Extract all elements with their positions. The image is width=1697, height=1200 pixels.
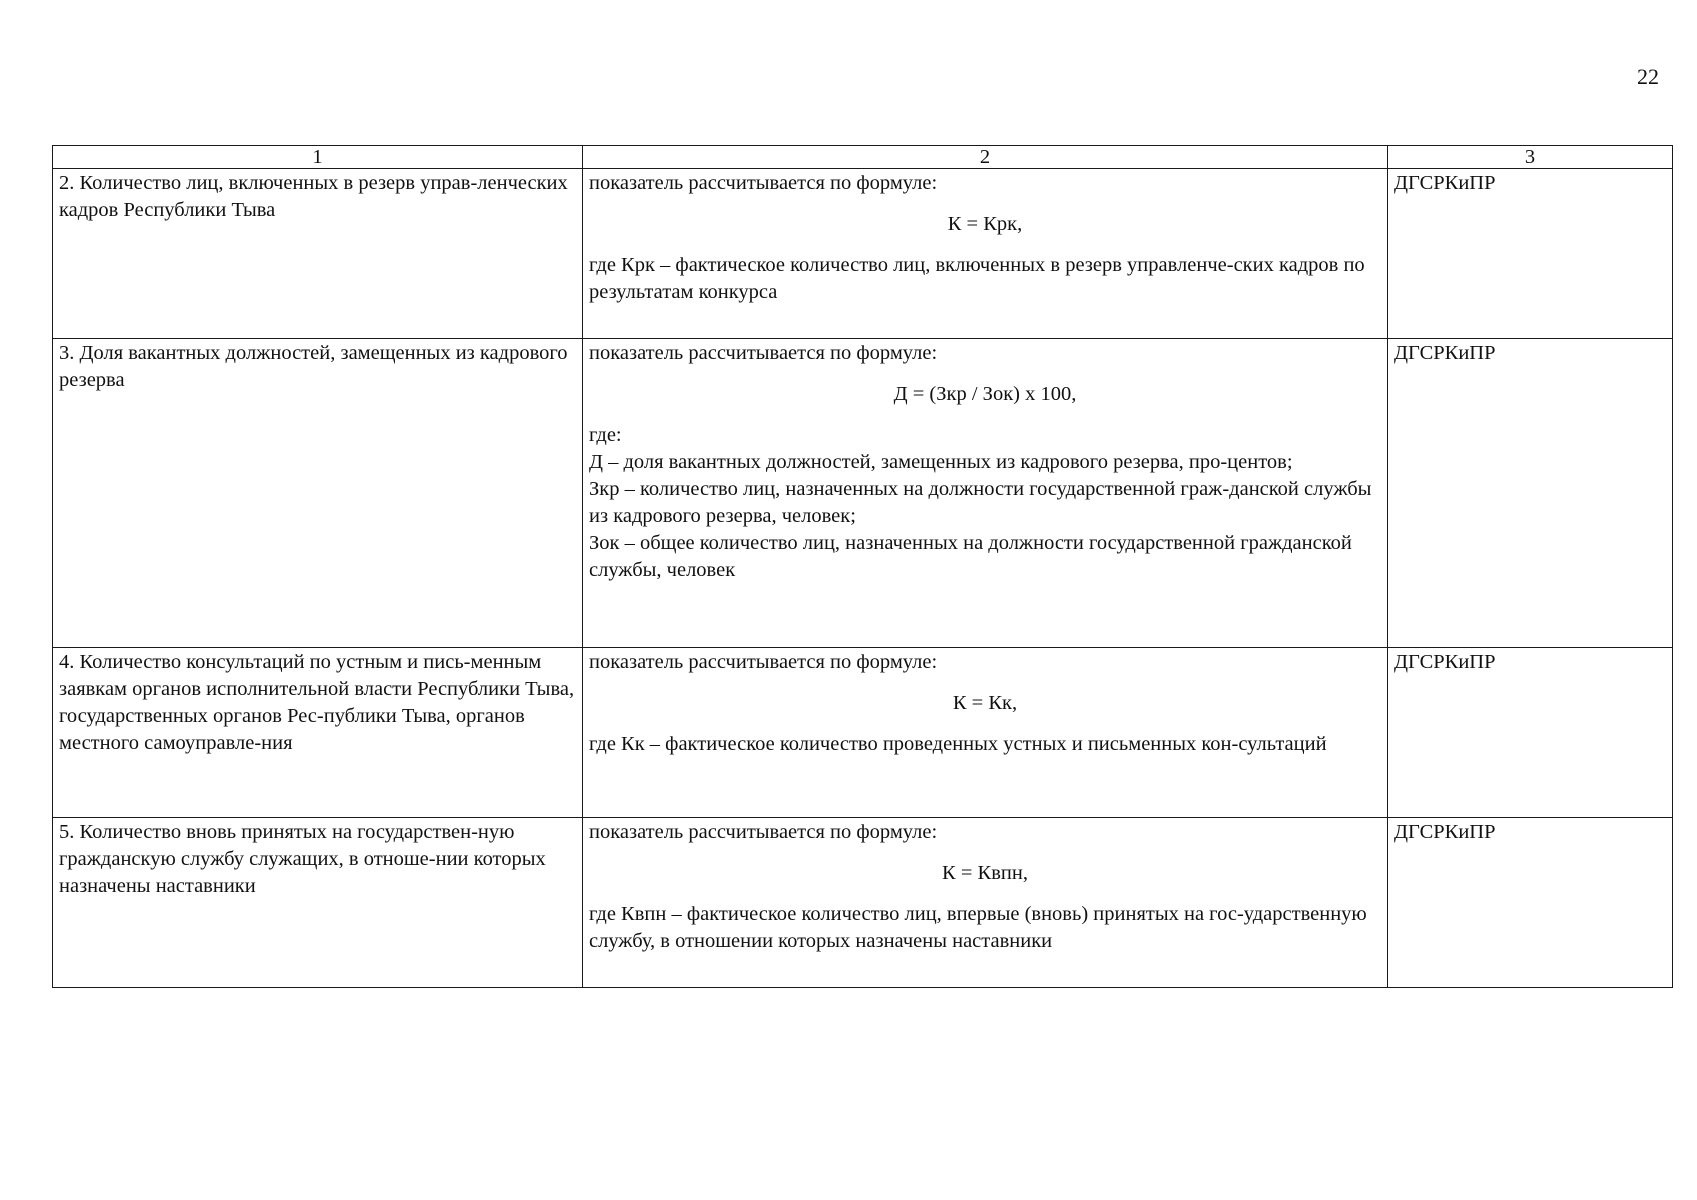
formula-explanation: Д – доля вакантных должностей, замещенных из кадрового резерва, про-центов; [589, 451, 1293, 473]
formula-intro: показатель рассчитывается по формуле: [589, 172, 938, 194]
formula-explanation: где Кк – фактическое количество проведенных устных и письменных кон-сультаций [589, 733, 1327, 755]
responsible-department: ДГСРКиПР [1388, 818, 1673, 988]
indicator-name: 3. Доля вакантных должностей, замещенных из кадрового резерва [53, 339, 583, 648]
column-header-2: 2 [583, 146, 1388, 169]
indicator-name: 4. Количество консультаций по устным и пись-менным заявкам органов исполнительной власти Республики Тыва, государственных органов Рес-публики Тыва, органов местного самоуправле-ния [53, 648, 583, 818]
formula-intro: показатель рассчитывается по формуле: [589, 651, 938, 673]
formula: К = Крк, [947, 213, 1023, 235]
column-header-1: 1 [53, 146, 583, 169]
formula-explanation: где Крк – фактическое количество лиц, включенных в резерв управленче-ских кадров по результатам конкурса [589, 254, 1365, 303]
formula-explanation: где: [589, 424, 622, 446]
table-row [53, 818, 1673, 988]
formula-intro: показатель рассчитывается по формуле: [589, 342, 938, 364]
indicator-name: 2. Количество лиц, включенных в резерв управ-ленческих кадров Республики Тыва [53, 169, 583, 339]
formula: К = Кк, [952, 692, 1018, 714]
responsible-department: ДГСРКиПР [1388, 648, 1673, 818]
formula: Д = (Зкр / Зок) х 100, [893, 383, 1077, 405]
table-row [53, 169, 1673, 339]
formula-explanation: где Квпн – фактическое количество лиц, впервые (вновь) принятых на гос-ударственную службу, в отношении которых назначены наставники [589, 903, 1367, 952]
column-header-3: 3 [1388, 146, 1673, 169]
indicator-method [583, 648, 1388, 818]
indicators-table [52, 145, 1673, 988]
formula-intro: показатель рассчитывается по формуле: [589, 821, 938, 843]
indicator-method [583, 818, 1388, 988]
table-row [53, 648, 1673, 818]
formula: К = Квпн, [942, 862, 1028, 884]
table-row [53, 339, 1673, 648]
indicator-method [583, 169, 1388, 339]
table-header-row [53, 146, 1673, 169]
page-number: 22 [1637, 64, 1659, 89]
indicator-method [583, 339, 1388, 648]
indicator-name: 5. Количество вновь принятых на государствен-ную гражданскую службу служащих, в отноше-нии которых назначены наставники [53, 818, 583, 988]
formula-explanation: Зок – общее количество лиц, назначенных на должности государственной гражданской службы, человек [589, 532, 1352, 581]
responsible-department: ДГСРКиПР [1388, 339, 1673, 648]
responsible-department: ДГСРКиПР [1388, 169, 1673, 339]
formula-explanation: Зкр – количество лиц, назначенных на должности государственной граж-данской службы из кадрового резерва, человек; [589, 478, 1372, 527]
